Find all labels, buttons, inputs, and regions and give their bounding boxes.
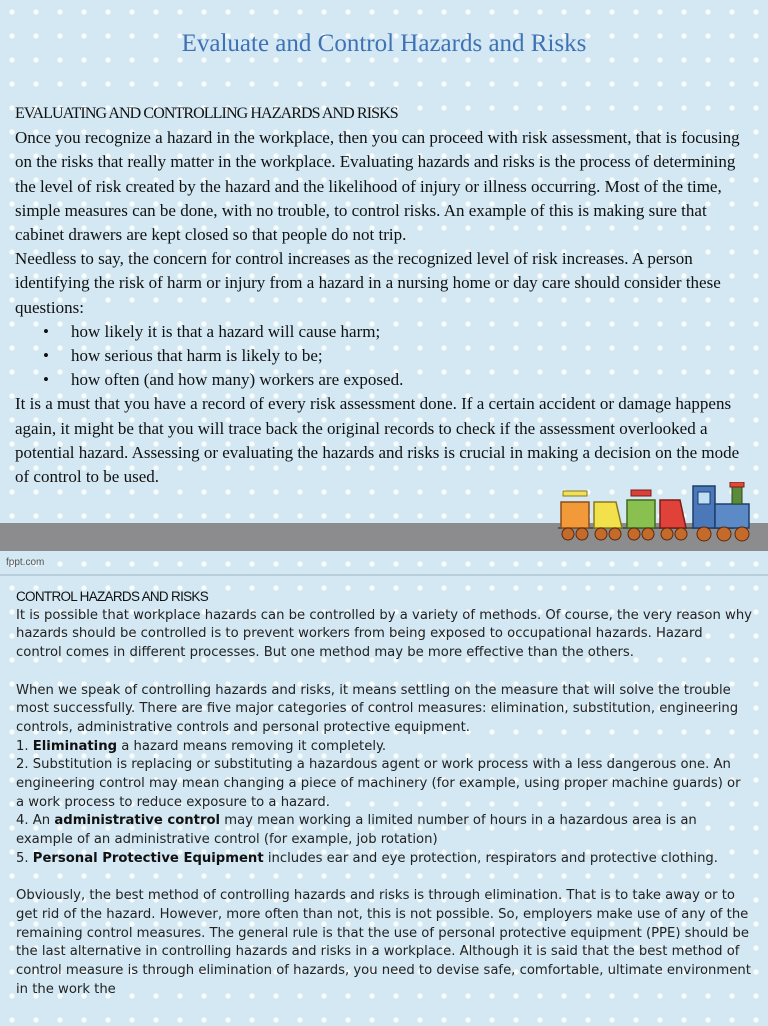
item-text: 2. Substitution is replacing or substituting a hazardous agent or work process with a less dangerous one. An engineering control may mean changing a piece of machinery (for example, using proper machine guards) or a work process to reduce exposure to a hazard. bbox=[16, 757, 741, 810]
paragraph: Once you recognize a hazard in the workplace, then you can proceed with risk assessment, that is focusing on the risks that really matter in the workplace. Evaluating hazards and risks is the process of determining the level of risk created by the hazard and the likelihood of injury or illness occurring. Most of the time, simple measures can be done, with no trouble, to control risks. An example of this is making sure that cabinet drawers are kept closed so that people do not trip. bbox=[15, 128, 740, 245]
control-measure-item bbox=[16, 738, 752, 757]
item-prefix: 1. bbox=[16, 738, 33, 754]
questions-list bbox=[15, 320, 755, 393]
item-term: Personal Protective Equipment bbox=[32, 850, 264, 866]
spacer bbox=[16, 869, 752, 888]
slide1-body bbox=[15, 102, 755, 489]
section-heading: EVALUATING AND CONTROLLING HAZARDS AND RISKS bbox=[15, 105, 398, 122]
slide-control-hazards bbox=[0, 574, 768, 1026]
spacer bbox=[16, 663, 752, 682]
section-heading: CONTROL HAZARDS AND RISKS bbox=[16, 589, 209, 604]
toy-train-icon bbox=[556, 482, 762, 546]
slide2-body bbox=[16, 588, 752, 999]
paragraph: Obviously, the best method of controlling hazards and risks is through elimination. That is to take away or to get rid of the hazard. However, more often than not, this is not possible. So, employers make use of any of the remaining control measures. The general rule is that the use of personal protective equipment (PPE) should be the last alternative in controlling hazards and risks in a workplace. Although it is said that the best method of control measure is through elimination of hazards, you need to devise safe, comfortable, ultimate environment in the work the bbox=[16, 888, 751, 997]
paragraph: Needless to say, the concern for control increases as the recognized level of risk increases. A person identifying the risk of harm or injury from a hazard in a nursing home or day care should consider these questions: bbox=[15, 249, 721, 317]
item-text: may mean working a limited number of hours in a hazardous area is an example of an administrative control (for example, job rotation) bbox=[16, 813, 697, 848]
control-measure-item bbox=[16, 812, 752, 849]
paragraph: It is possible that workplace hazards can be controlled by a variety of methods. Of course, the very reason why hazards should be controlled is to prevent workers from being exposed to occupational hazards. Hazard control comes in different processes. But one method may be more effective than the others. bbox=[16, 607, 752, 661]
item-text: a hazard means removing it completely. bbox=[117, 738, 387, 754]
list-item bbox=[15, 320, 755, 344]
list-item-text: how often (and how many) workers are exposed. bbox=[71, 370, 404, 390]
item-term: Eliminating bbox=[32, 738, 118, 754]
item-prefix: 5. bbox=[16, 850, 33, 866]
source-label: fppt.com bbox=[6, 557, 45, 568]
item-text: includes ear and eye protection, respirators and protective clothing. bbox=[263, 850, 718, 866]
list-item-text: how likely it is that a hazard will cause harm; bbox=[71, 321, 381, 341]
list-item-text: how serious that harm is likely to be; bbox=[71, 346, 323, 366]
item-term: administrative control bbox=[54, 813, 221, 829]
paragraph: When we speak of controlling hazards and risks, it means settling on the measure that will solve the trouble most successfully. There are five major categories of control measures: elimination, substitution, engineering controls, administrative controls and personal protective equipment. bbox=[16, 682, 739, 735]
bullet-icon: • bbox=[43, 370, 49, 390]
list-item bbox=[15, 368, 755, 392]
item-prefix: 4. An bbox=[16, 813, 55, 829]
control-measure-item bbox=[16, 850, 752, 869]
bullet-icon: • bbox=[43, 321, 49, 341]
control-measure-item bbox=[16, 756, 752, 812]
bullet-icon: • bbox=[43, 346, 49, 366]
paragraph: It is a must that you have a record of every risk assessment done. If a certain accident or damage happens again, it might be that you will trace back the original records to check if the assessment overlooked a potential hazard. Assessing or evaluating the hazards and risks is crucial in making a decision on the mode of control to be used. bbox=[15, 394, 740, 487]
list-item bbox=[15, 344, 755, 368]
slide-title: Evaluate and Control Hazards and Risks bbox=[181, 30, 587, 57]
